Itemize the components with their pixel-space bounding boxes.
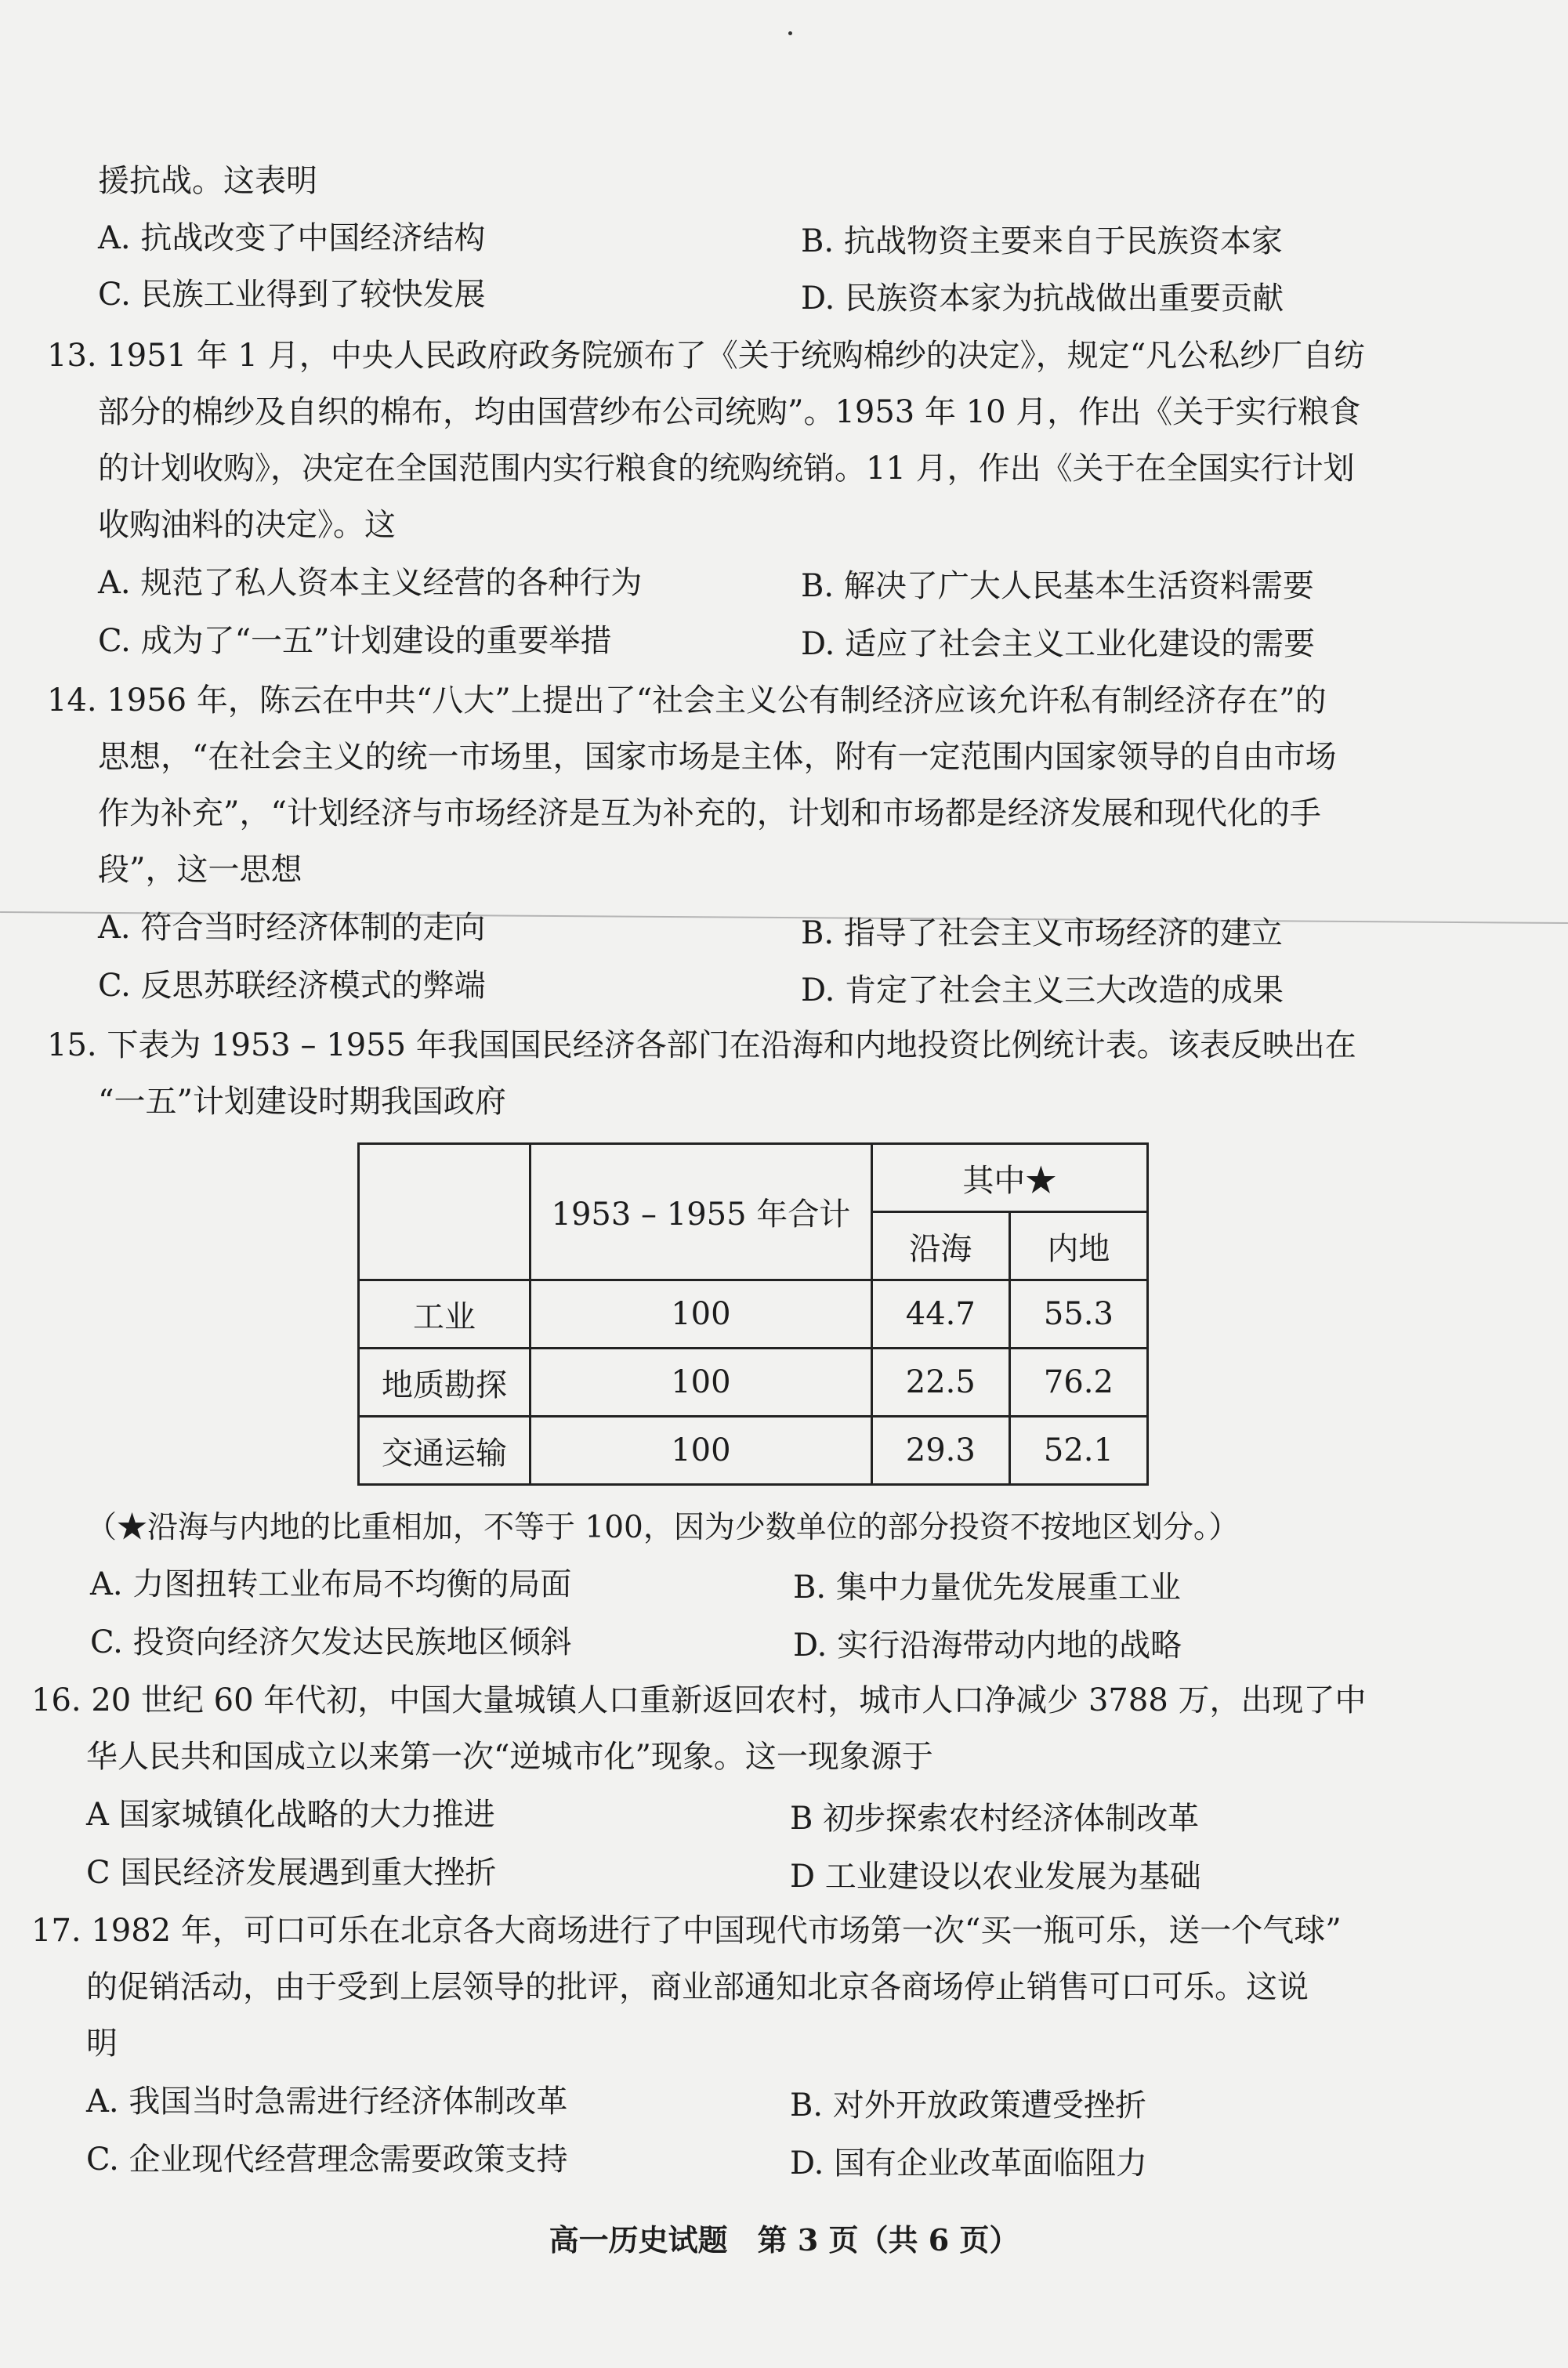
q16-option-b: B 初步探索农村经济体制改革 [790, 1801, 1200, 1837]
q14-stem-line-3: 作为补充”，“计划经济与市场经济是互为补充的，计划和市场都是经济发展和现代化的手 [98, 795, 1321, 831]
q14-option-b: B. 指导了社会主义市场经济的建立 [801, 915, 1283, 951]
header-total: 1953 – 1955 年合计 [531, 1144, 872, 1280]
q13-stem-line-4: 收购油料的决定》。这 [98, 507, 396, 543]
q15-stem-line-1: 15. 下表为 1953 – 1955 年我国国民经济各部门在沿海和内地投资比例统计表。该表反映出在 [47, 1027, 1356, 1063]
q17-option-a: A. 我国当时急需进行经济体制改革 [86, 2084, 568, 2120]
q13-stem-line-3: 的计划收购》，决定在全国范围内实行粮食的统购统销。11 月，作出《关于在全国实行计划 [98, 451, 1355, 487]
header-inland: 内地 [1009, 1212, 1147, 1280]
row-coast: 22.5 [871, 1349, 1009, 1417]
q16-stem-line-1: 16. 20 世纪 60 年代初，中国大量城镇人口重新返回农村，城市人口净减少 3788 万，出现了中 [31, 1682, 1367, 1718]
q14-stem-line-1: 14. 1956 年，陈云在中共“八大”上提出了“社会主义公有制经济应该允许私有制经济存在”的 [47, 683, 1327, 719]
q17-option-c: C. 企业现代经营理念需要政策支持 [86, 2142, 568, 2178]
table-corner-cell [359, 1144, 531, 1280]
row-coast: 29.3 [871, 1417, 1009, 1485]
q16-stem-line-2: 华人民共和国成立以来第一次“逆城市化”现象。这一现象源于 [86, 1739, 933, 1775]
q13-option-c: C. 成为了“一五”计划建设的重要举措 [98, 623, 612, 659]
row-label: 地质勘探 [359, 1349, 531, 1417]
q14-option-a: A. 符合当时经济体制的走向 [98, 910, 486, 946]
q15-option-b: B. 集中力量优先发展重工业 [793, 1570, 1181, 1606]
table-header-row [359, 1144, 1148, 1212]
investment-table [357, 1142, 1149, 1486]
q13-option-b: B. 解决了广大人民基本生活资料需要 [801, 568, 1314, 604]
q15-stem-line-2: “一五”计划建设时期我国政府 [98, 1084, 506, 1120]
row-total: 100 [531, 1280, 872, 1349]
q12-option-c: C. 民族工业得到了较快发展 [98, 277, 486, 313]
row-total: 100 [531, 1417, 872, 1485]
table-row [359, 1417, 1148, 1485]
row-label: 交通运输 [359, 1417, 531, 1485]
row-inland: 52.1 [1009, 1417, 1147, 1485]
table-row [359, 1349, 1148, 1417]
q15-option-c: C. 投资向经济欠发达民族地区倾斜 [90, 1624, 572, 1660]
scan-dot [788, 31, 792, 35]
q14-stem-line-2: 思想，“在社会主义的统一市场里，国家市场是主体，附有一定范围内国家领导的自由市场 [98, 739, 1337, 775]
q15-table-note: （★沿海与内地的比重相加，不等于 100，因为少数单位的部分投资不按地区划分。） [86, 1510, 1240, 1545]
q12-option-d: D. 民族资本家为抗战做出重要贡献 [801, 281, 1284, 317]
q14-option-d: D. 肯定了社会主义三大改造的成果 [801, 972, 1284, 1008]
q17-stem-line-3: 明 [86, 2026, 118, 2062]
q17-stem-line-2: 的促销活动，由于受到上层领导的批评，商业部通知北京各商场停止销售可口可乐。这说 [86, 1969, 1309, 2005]
q14-option-c: C. 反思苏联经济模式的弊端 [98, 968, 486, 1004]
row-coast: 44.7 [871, 1280, 1009, 1349]
q17-option-b: B. 对外开放政策遭受挫折 [790, 2087, 1146, 2124]
q12-stem-tail: 援抗战。这表明 [98, 163, 317, 199]
q12-option-b: B. 抗战物资主要来自于民族资本家 [801, 223, 1283, 259]
q13-option-a: A. 规范了私人资本主义经营的各种行为 [98, 565, 643, 601]
q17-option-d: D. 国有企业改革面临阻力 [790, 2145, 1148, 2182]
row-total: 100 [531, 1349, 872, 1417]
q16-option-c: C 国民经济发展遇到重大挫折 [86, 1855, 497, 1891]
row-inland: 55.3 [1009, 1280, 1147, 1349]
q14-stem-line-4: 段”，这一思想 [98, 852, 302, 888]
q12-option-a: A. 抗战改变了中国经济结构 [98, 220, 486, 256]
q17-stem-line-1: 17. 1982 年，可口可乐在北京各大商场进行了中国现代市场第一次“买一瓶可乐，送一个气球” [31, 1913, 1342, 1949]
q15-option-a: A. 力图扭转工业布局不均衡的局面 [90, 1566, 572, 1602]
q13-stem-line-1: 13. 1951 年 1 月，中央人民政府政务院颁布了《关于统购棉纱的决定》，规定“凡公私纱厂自纺 [47, 338, 1366, 374]
q16-option-a: A 国家城镇化战略的大力推进 [86, 1797, 495, 1833]
header-group: 其中★ [871, 1144, 1147, 1212]
page-footer: 高一历史试题 第 3 页（共 6 页） [549, 2222, 1019, 2258]
table-row [359, 1280, 1148, 1349]
q15-option-d: D. 实行沿海带动内地的战略 [793, 1628, 1182, 1664]
q13-stem-line-2: 部分的棉纱及自织的棉布，均由国营纱布公司统购”。1953 年 10 月，作出《关于实行粮食 [98, 394, 1361, 430]
q13-option-d: D. 适应了社会主义工业化建设的需要 [801, 626, 1316, 662]
header-coast: 沿海 [871, 1212, 1009, 1280]
q16-option-d: D 工业建设以农业发展为基础 [790, 1859, 1201, 1895]
row-label: 工业 [359, 1280, 531, 1349]
row-inland: 76.2 [1009, 1349, 1147, 1417]
